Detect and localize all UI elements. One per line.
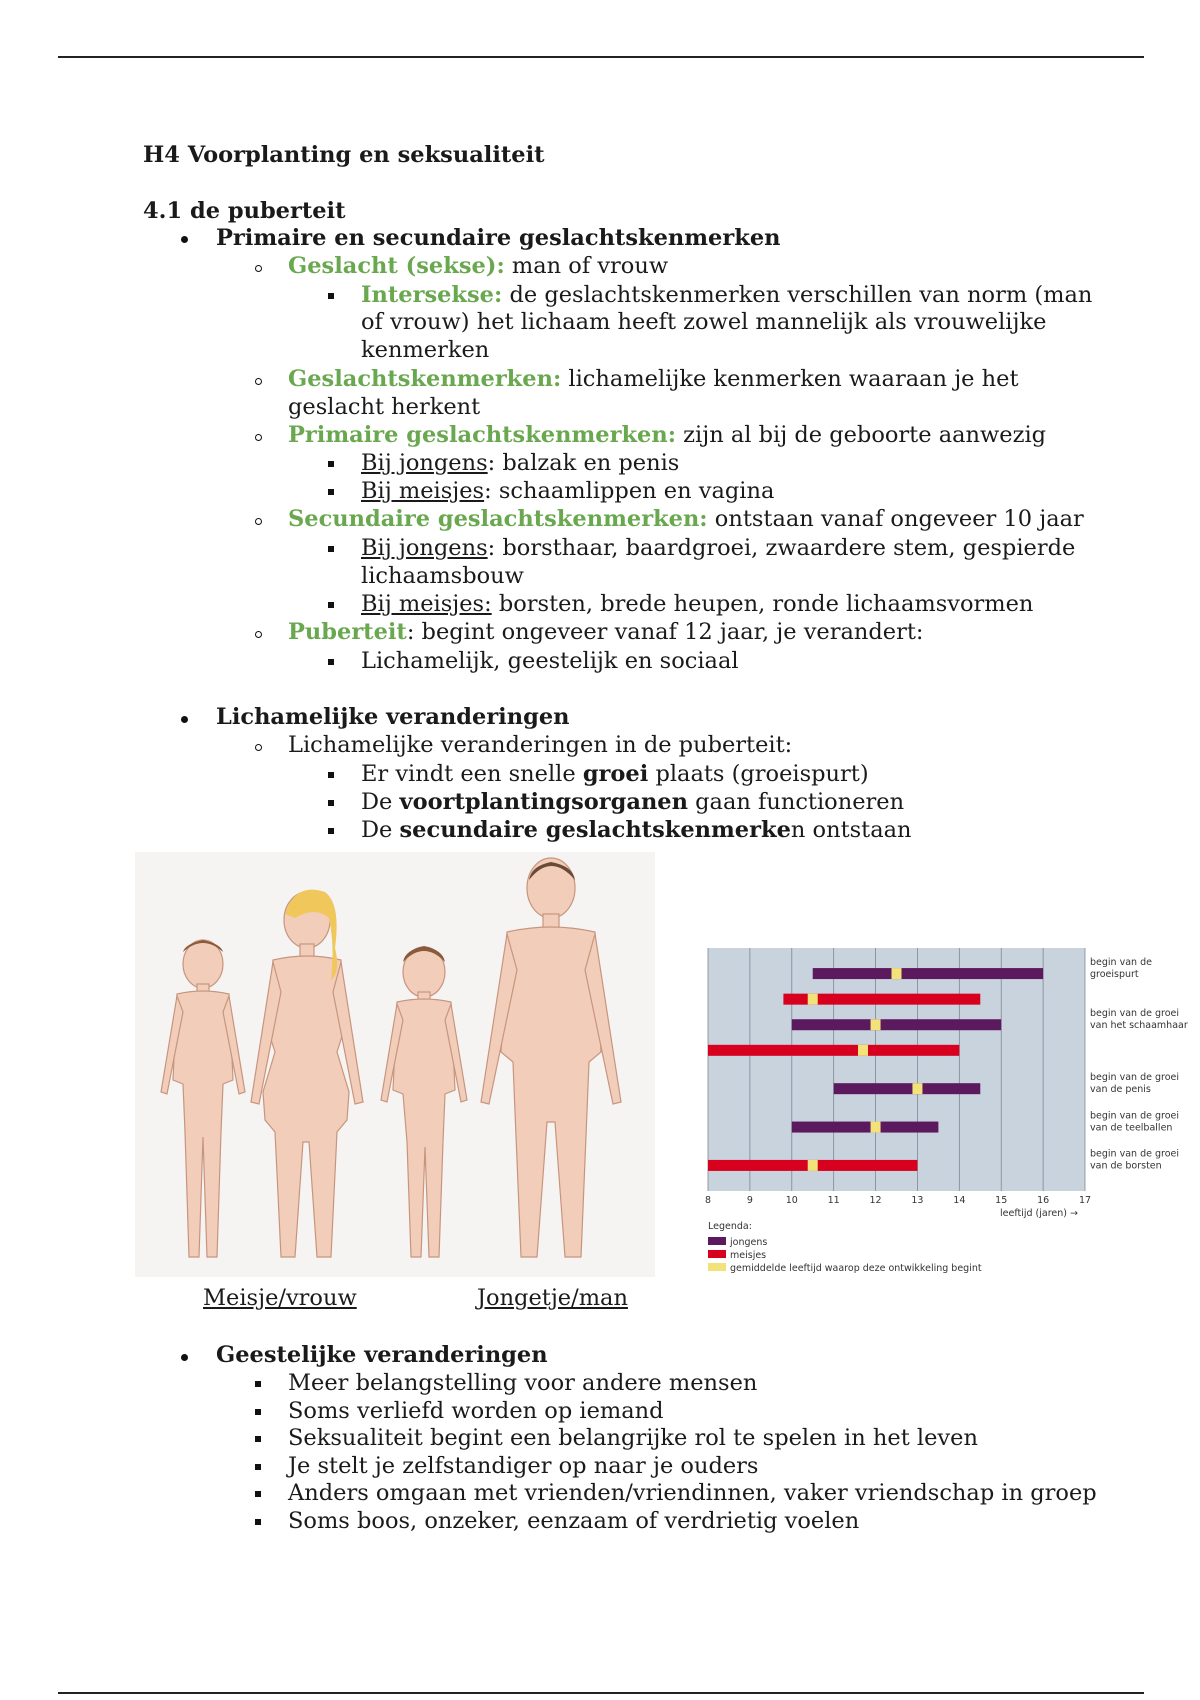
term-geslachtskenmerken: Geslachtskenmerken: [288,366,562,392]
text-secundaire-jongens-l2: lichaamsbouw [361,563,524,589]
chart-tick-label: 16 [1037,1195,1050,1206]
text-part: De [361,789,400,815]
caption-girl: Meisje/vrouw [203,1285,357,1311]
circle-bullet-icon [255,378,262,385]
text-part: De [361,817,400,843]
chart-bar-average-marker [808,994,818,1005]
chart-legend-label: meisjes [730,1250,767,1261]
chart-category-label: begin van de groei [1090,1007,1179,1019]
item-secundaire [288,506,1084,533]
square-bullet-icon [328,772,334,778]
chart-tick-label: 11 [827,1195,840,1206]
circle-bullet-icon [255,631,262,638]
chart-category-label: van de borsten [1090,1160,1162,1172]
text-geslachtskenmerken-l2: geslacht herkent [288,394,481,420]
square-bullet-icon [328,659,334,665]
caption-boy: Jongetje/man [477,1285,628,1311]
chart-category-label: begin van de [1090,956,1152,968]
chart-plot-area [708,948,1085,1191]
text-puberteit: : begint ongeveer vanaf 12 jaar, je verandert: [406,619,924,645]
chart-legend-label: gemiddelde leeftijd waarop deze ontwikkeling begint [730,1263,982,1274]
chart-category-label: groeispurt [1090,968,1139,980]
text-geslachtskenmerken: lichamelijke kenmerken waaraan je het [561,366,1019,392]
circle-bullet-icon [255,518,262,525]
item-primaire-jongens [361,450,679,477]
square-bullet-icon [255,1464,261,1470]
text-intersekse-l3: kenmerken [361,337,490,363]
circle-bullet-icon [255,265,262,272]
label-jongens: Bij jongens [361,450,488,476]
chart-category-label: van het schaamhaar [1090,1019,1188,1031]
chart-legend-swatch [708,1250,726,1258]
list-item: Soms verliefd worden op iemand [288,1397,664,1424]
section-2-intro: Lichamelijke veranderingen in de puberteit: [288,732,793,758]
term-primaire: Primaire geslachtskenmerken: [288,422,677,448]
item-primaire-meisjes [361,478,774,505]
term-geslacht: Geslacht (sekse): [288,253,505,279]
item-groei [361,761,869,788]
text-primaire-jongens: : balzak en penis [487,450,680,476]
text-primaire: zijn al bij de geboorte aanwezig [676,422,1047,448]
text-bold: voortplantingsorganen [399,789,688,815]
square-bullet-icon [255,1436,261,1442]
text-secundaire-meisjes: borsten, brede heupen, ronde lichaamsvormen [491,591,1034,617]
square-bullet-icon [328,828,334,834]
chart-bar-average-marker [871,1122,881,1133]
chart-bar-average-marker [912,1083,922,1094]
square-bullet-icon [255,1491,261,1497]
section-1-title: Primaire en secundaire geslachtskenmerken [216,225,781,251]
chart-tick-label: 13 [911,1195,924,1206]
item-secundaire-jongens [361,535,1075,562]
chart-bar-average-marker [871,1019,881,1030]
item-primaire [288,422,1046,449]
item-voortplantingsorganen [361,789,904,816]
section-heading: 4.1 de puberteit [143,198,346,224]
label-jongens: Bij jongens [361,535,488,561]
chart-bar-jongens [792,1122,939,1133]
top-rule [58,56,1144,58]
text-primaire-meisjes: : schaamlippen en vagina [484,478,775,504]
square-bullet-icon [255,1381,261,1387]
term-intersekse: Intersekse: [361,282,503,308]
body-figures-illustration [135,852,655,1277]
chart-category-label: van de teelballen [1090,1122,1173,1134]
list-item: Soms boos, onzeker, eenzaam of verdrietig voelen [288,1507,860,1534]
chart-bar-jongens [813,968,1043,979]
square-bullet-icon [328,489,334,495]
item-secundaire-meisjes [361,591,1033,618]
square-bullet-icon [255,1519,261,1525]
square-bullet-icon [328,461,334,467]
list-item: Seksualiteit begint een belangrijke rol te spelen in het leven [288,1425,978,1451]
square-bullet-icon [328,546,334,552]
list-item: Meer belangstelling voor andere mensen [288,1370,758,1396]
text-secundaire-jongens: : borsthaar, baardgroei, zwaardere stem, gespierde [487,535,1076,561]
list-item: Je stelt je zelfstandiger op naar je ouders [288,1452,759,1479]
chart-legend-label: jongens [730,1237,768,1248]
chart-bar-average-marker [808,1160,818,1171]
chart-legend-swatch [708,1237,726,1245]
bullet-icon [181,1354,188,1361]
text-geslacht: man of vrouw [504,253,669,279]
text-part: gaan functioneren [687,789,905,815]
section-2-title: Lichamelijke veranderingen [216,704,570,730]
bottom-rule [58,1692,1144,1694]
chart-tick-label: 12 [869,1195,882,1206]
chart-bar-jongens [834,1083,981,1094]
square-bullet-icon [328,602,334,608]
bullet-icon [181,236,188,243]
chapter-heading: H4 Voorplanting en seksualiteit [143,142,545,168]
puberty-timeline-chart [700,940,1190,1280]
chart-category-label: begin van de groei [1090,1148,1179,1160]
text-intersekse: de geslachtskenmerken verschillen van norm (man [502,282,1093,308]
square-bullet-icon [255,1409,261,1415]
text-part: n ontstaan [790,817,912,843]
chart-x-label: leeftijd (jaren) → [1000,1208,1078,1219]
item-geslachtskenmerken [288,366,1018,393]
label-meisjes: Bij meisjes [361,478,485,504]
term-puberteit: Puberteit [288,619,407,645]
chart-legend-swatch [708,1263,726,1271]
chart-tick-label: 10 [785,1195,798,1206]
text-bold: groei [582,761,649,787]
text-part: Er vindt een snelle [361,761,583,787]
item-geslacht [288,253,668,280]
chart-bar-average-marker [892,968,902,979]
chart-category-label: begin van de groei [1090,1110,1179,1122]
chart-bar-meisjes [708,1045,959,1056]
chart-tick-label: 17 [1078,1195,1092,1206]
text-bold: secundaire geslachtskenmerke [399,817,791,843]
item-intersekse [361,282,1092,309]
chart-category-labels [1090,957,1188,1172]
text-part: plaats (groeispurt) [648,761,869,787]
item-secundaire-geslachtskenmerken [361,817,912,844]
chart-x-ticks [705,1195,1091,1206]
bullet-icon [181,716,188,723]
chart-legend-title: Legenda: [708,1221,752,1232]
chart-tick-label: 15 [995,1195,1008,1206]
chart-bar-jongens [792,1019,1001,1030]
chart-bar-average-marker [858,1045,868,1056]
chart-category-label: begin van de groei [1090,1071,1179,1083]
item-puberteit [288,619,923,646]
term-secundaire: Secundaire geslachtskenmerken: [288,506,708,532]
item-puberteit-sub: Lichamelijk, geestelijk en sociaal [361,648,739,674]
square-bullet-icon [328,293,334,299]
chart-category-label: van de penis [1090,1083,1151,1095]
text-intersekse-l2: of vrouw) het lichaam heeft zowel mannelijk als vrouwelijke [361,309,1047,335]
chart-tick-label: 14 [953,1195,966,1206]
circle-bullet-icon [255,434,262,441]
list-item: Anders omgaan met vrienden/vriendinnen, vaker vriendschap in groep [288,1480,1097,1506]
square-bullet-icon [328,800,334,806]
circle-bullet-icon [255,744,262,751]
text-secundaire: ontstaan vanaf ongeveer 10 jaar [707,506,1084,532]
label-meisjes: Bij meisjes: [361,591,492,617]
chart-legend [708,1237,982,1274]
chart-tick-label: 9 [746,1195,753,1206]
section-3-title: Geestelijke veranderingen [216,1342,548,1368]
chart-tick-label: 8 [704,1195,712,1206]
